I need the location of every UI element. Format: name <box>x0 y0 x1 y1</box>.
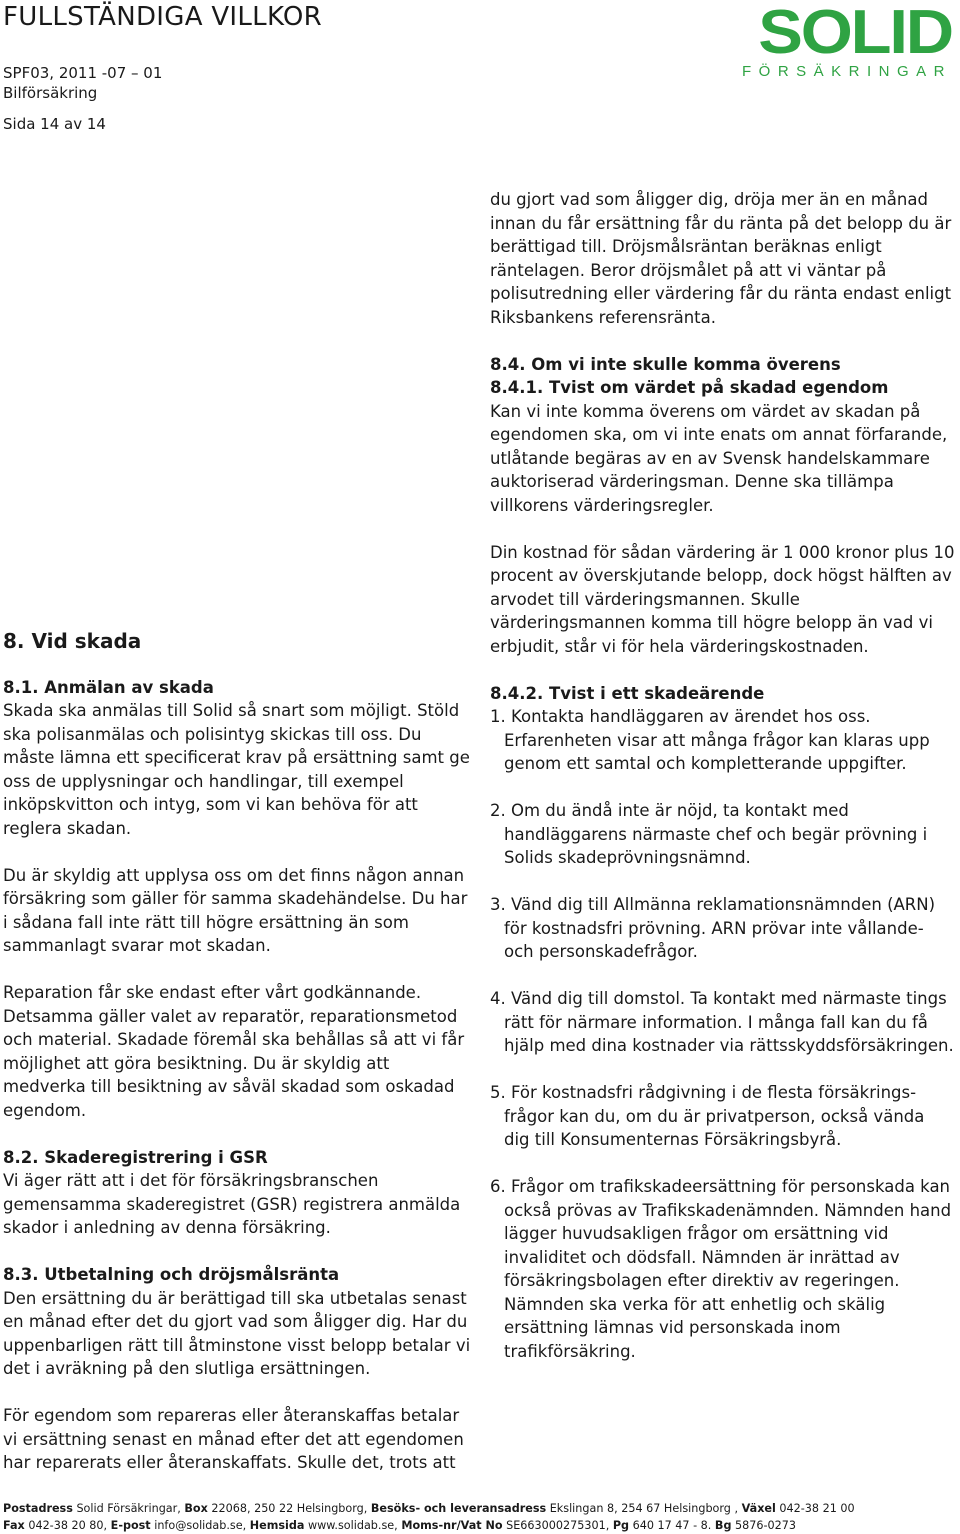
section-8-4-2-heading: 8.4.2. Tvist i ett skadeärende <box>490 683 765 703</box>
step-1: 1. Kontakta handläggaren av ärendet hos oss. Erfarenheten visar att många frågor kan klaras upp genom ett samtal och kompletterande uppgifter. <box>490 707 930 773</box>
step-2: 2. Om du ändå inte är nöjd, ta kontakt med handläggarens närmaste chef och begär prövning i Solids skadeprövningsnämnd. <box>490 801 928 867</box>
section-8-heading: 8. Vid skada <box>3 629 142 653</box>
footer-besok: Ekslingan 8, 254 67 Helsingborg , <box>549 1502 739 1515</box>
section-8-3-paragraph-1: Den ersättning du är berättigad till ska utbetalas senast en månad efter det du gjort vad som åligger dig. Har du uppenbarligen rätt till åtminstone visst belopp betalar vi det i avräkning på den slutliga ersättningen. <box>3 1288 471 1378</box>
page-number: Sida 14 av 14 <box>3 115 106 133</box>
step-6: 6. Frågor om trafikskadeersättning för personskada kan också prövas av Trafikskadenämnden. Nämnden hand lägger huvudsakligen frågor om ersättning vid invaliditet och dödsfall. Nämnden är inrättad av försäkringsbolagen efter direktiv av regeringen. Nämnden ska verka för att enhetlig och skälig ersättning lämnas vid personskada inom trafikförsäkring. <box>490 1177 952 1361</box>
footer-moms: SE663000275301, <box>506 1519 610 1532</box>
footer-besok-label: Besöks- och leveransadress <box>370 1502 547 1515</box>
footer-pg-label: Pg <box>612 1519 630 1532</box>
section-8-1-heading: 8.1. Anmälan av skada <box>3 677 214 697</box>
footer-epost: info@solidab.se, <box>154 1519 247 1532</box>
section-8-3-heading: 8.3. Utbetalning och dröjsmålsränta <box>3 1265 340 1284</box>
footer-box-label: Box <box>184 1502 208 1515</box>
section-8-1-paragraph-2: Du är skyldig att upplysa oss om det finns någon annan försäkring som gäller för samma skadehändelse. Du har i sådana fall inte rätt till högre ersättning än som sammanlagt svarar mot skadan. <box>3 865 468 955</box>
footer-fax-label: Fax <box>3 1519 25 1532</box>
section-8-4-heading: 8.4. Om vi inte skulle komma överens <box>490 354 841 374</box>
product-name: Bilförsäkring <box>3 84 98 102</box>
left-column <box>3 630 471 1475</box>
section-8-4-1-paragraph-1: Kan vi inte komma överens om värdet av skadan på egendomen ska, om vi inte enats om annat förfarande, utlåtande begäras av en av Svensk handelskammare auktoriserad värderingsman. Denne ska tillämpa villkorens värderingsregler. <box>490 401 948 515</box>
step-3: 3. Vänd dig till Allmänna reklamationsnämnden (ARN) för kostnadsfri prövning. ARN prövar inte vållande- och personskadefrågor. <box>490 895 936 961</box>
footer-hemsida-label: Hemsida <box>249 1519 305 1532</box>
section-8-1-paragraph-1: Skada ska anmälas till Solid så snart som möjligt. Stöld ska polisanmälas och polisintyg skickas till oss. Du måste lämna ett specificerat krav på ersättning samt ge oss de upplysningar och handlingar, till exempel inköpskvitton och intyg, som vi kan behöva för att reglera skadan. <box>3 701 470 838</box>
footer-hemsida: www.solidab.se, <box>307 1519 398 1532</box>
footer-box: 22068, 250 22 Helsingborg, <box>211 1502 368 1515</box>
footer-fax: 042-38 20 80, <box>28 1519 108 1532</box>
footer-postadress-label: Postadress <box>3 1502 73 1515</box>
page-footer <box>3 1500 958 1534</box>
footer-vaxel: 042-38 21 00 <box>779 1502 855 1515</box>
section-8-3-paragraph-2: För egendom som repareras eller återanskaffas betalar vi ersättning senast en månad efter det att egendomen har reparerats eller återanskaffats. Skulle det, trots att <box>3 1406 464 1472</box>
footer-line-2 <box>3 1517 958 1534</box>
solid-logo <box>738 2 952 80</box>
section-8-2-paragraph-1: Vi äger rätt att i det för försäkringsbranschen gemensamma skaderegistret (GSR) registrera anmälda skador i anledning av denna försäkring. <box>3 1171 461 1237</box>
logo-wordmark: SOLID <box>758 0 952 67</box>
footer-pg: 640 17 47 - 8. <box>632 1519 712 1532</box>
continuation-paragraph: du gjort vad som åligger dig, dröja mer än en månad innan du får ersättning får du ränta på det belopp du är berättigad till. Dröjsmålsräntan beräknas enligt räntelagen. Beror dröjsmålet på att vi väntar på polisutredning eller värdering får du ränta endast enligt Riksbankens referensränta. <box>490 190 952 327</box>
right-column-top <box>490 188 955 1363</box>
footer-epost-label: E-post <box>110 1519 151 1532</box>
step-5: 5. För kostnadsfri rådgivning i de flesta försäkrings- frågor kan du, om du är privatperson, också vända dig till Konsumenternas Försäkringsbyrå. <box>490 1083 925 1149</box>
section-8-2-heading: 8.2. Skaderegistrering i GSR <box>3 1147 268 1167</box>
logo-subtitle: FÖRSÄKRINGAR <box>741 63 952 80</box>
footer-bg-label: Bg <box>714 1519 732 1532</box>
footer-moms-label: Moms-nr/Vat No <box>401 1519 503 1532</box>
footer-postadress: Solid Försäkringar, <box>76 1502 181 1515</box>
document-code: SPF03, 2011 -07 – 01 <box>3 64 163 82</box>
step-4: 4. Vänd dig till domstol. Ta kontakt med närmaste tings rätt för närmare information. I många fall kan du få hjälp med dina kostnader via rättsskyddsförsäkringen. <box>490 989 954 1055</box>
section-8-1-paragraph-3: Reparation får ske endast efter vårt godkännande. Detsamma gäller valet av reparatör, reparationsmetod och material. Skadade föremål ska behållas så att vi får möjlighet att göra besiktning. Du är skyldig att medverka till besiktning av såväl skadad som oskadad egendom. <box>3 983 465 1120</box>
document-title: FULLSTÄNDIGA VILLKOR <box>3 2 323 32</box>
section-8-4-1-paragraph-2: Din kostnad för sådan värdering är 1 000 kronor plus 10 procent av överskjutande belopp, dock högst hälften av arvodet till värderingsmannen. Skulle värderingsmannen komma till högre belopp än vad vi erbjudit, står vi för hela värderingskostnaden. <box>490 542 955 656</box>
section-8-4-1-heading: 8.4.1. Tvist om värdet på skadad egendom <box>490 378 889 397</box>
footer-vaxel-label: Växel <box>741 1502 776 1515</box>
footer-bg: 5876-0273 <box>735 1519 797 1532</box>
footer-line-1 <box>3 1500 958 1517</box>
